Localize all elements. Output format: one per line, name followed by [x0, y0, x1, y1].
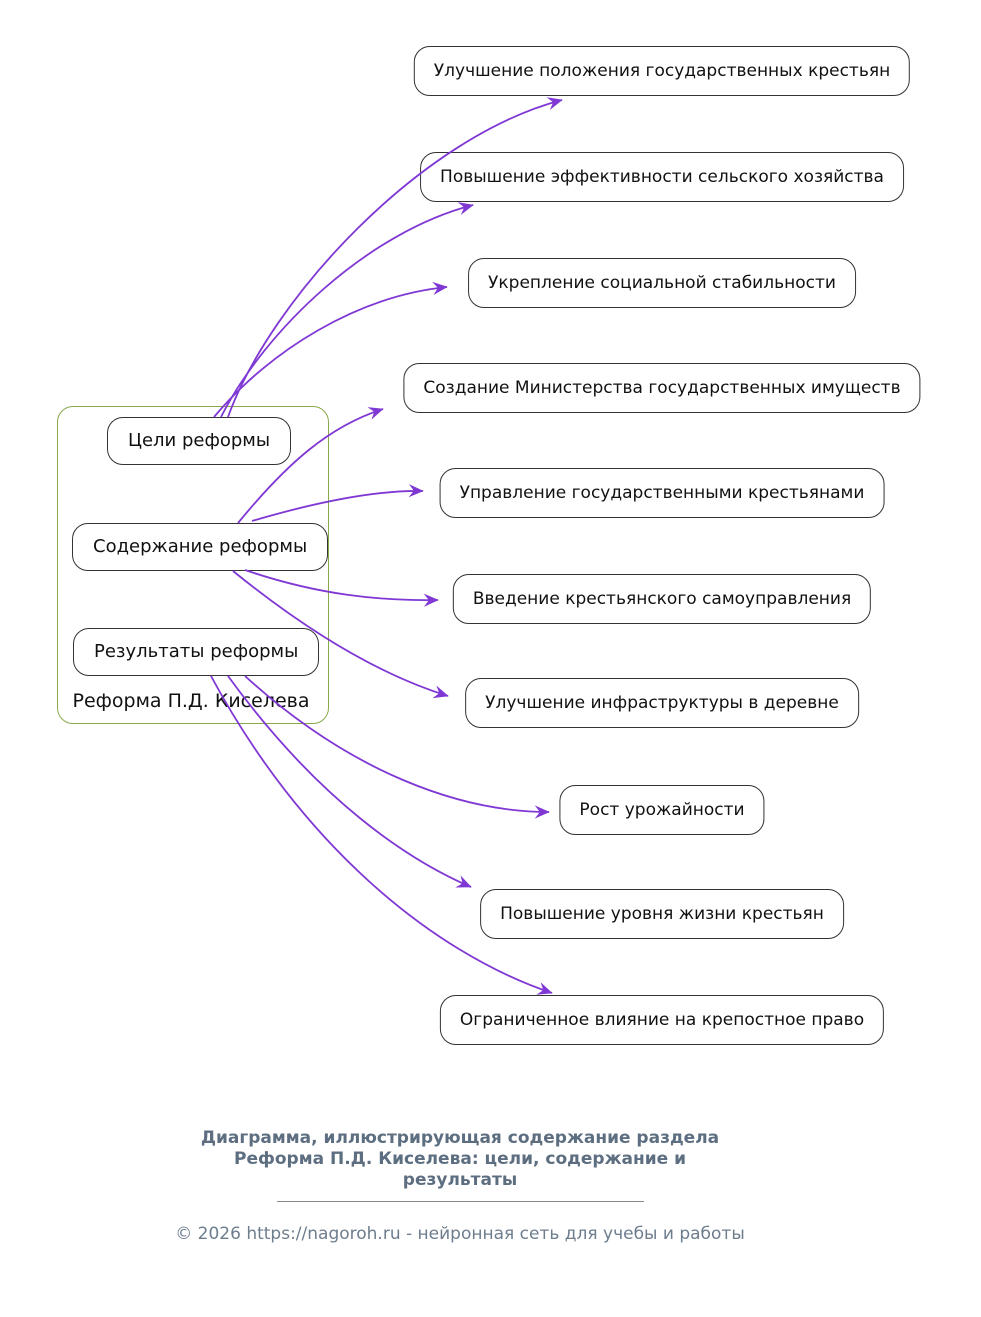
branch-node-content: Содержание реформы [72, 523, 328, 571]
leaf-node-goal-1: Улучшение положения государственных крестьян [414, 46, 910, 96]
leaf-node-goal-3: Укрепление социальной стабильности [468, 258, 856, 308]
leaf-node-content-3: Введение крестьянского самоуправления [453, 574, 871, 624]
leaf-node-result-1: Рост урожайности [559, 785, 764, 835]
footer-divider [277, 1201, 644, 1202]
root-label: Реформа П.Д. Киселева [72, 690, 310, 712]
branch-node-goals: Цели реформы [107, 417, 291, 465]
diagram-caption [150, 1128, 770, 1191]
caption-line-3: результаты [402, 1170, 518, 1190]
caption-line-2: Реформа П.Д. Киселева: цели, содержание и [234, 1149, 686, 1169]
caption-line-1: Диаграмма, иллюстрирующая содержание раздела [200, 1128, 720, 1148]
branch-node-results: Результаты реформы [73, 628, 319, 676]
leaf-node-result-3: Ограниченное влияние на крепостное право [440, 995, 884, 1045]
copyright-text: © 2026 https://nagoroh.ru - нейронная сеть для учебы и работы [175, 1224, 745, 1244]
leaf-node-content-4: Улучшение инфраструктуры в деревне [465, 678, 859, 728]
leaf-node-content-2: Управление государственными крестьянами [440, 468, 885, 518]
leaf-node-content-1: Создание Министерства государственных имуществ [403, 363, 920, 413]
leaf-node-result-2: Повышение уровня жизни крестьян [480, 889, 844, 939]
leaf-node-goal-2: Повышение эффективности сельского хозяйства [420, 152, 904, 202]
